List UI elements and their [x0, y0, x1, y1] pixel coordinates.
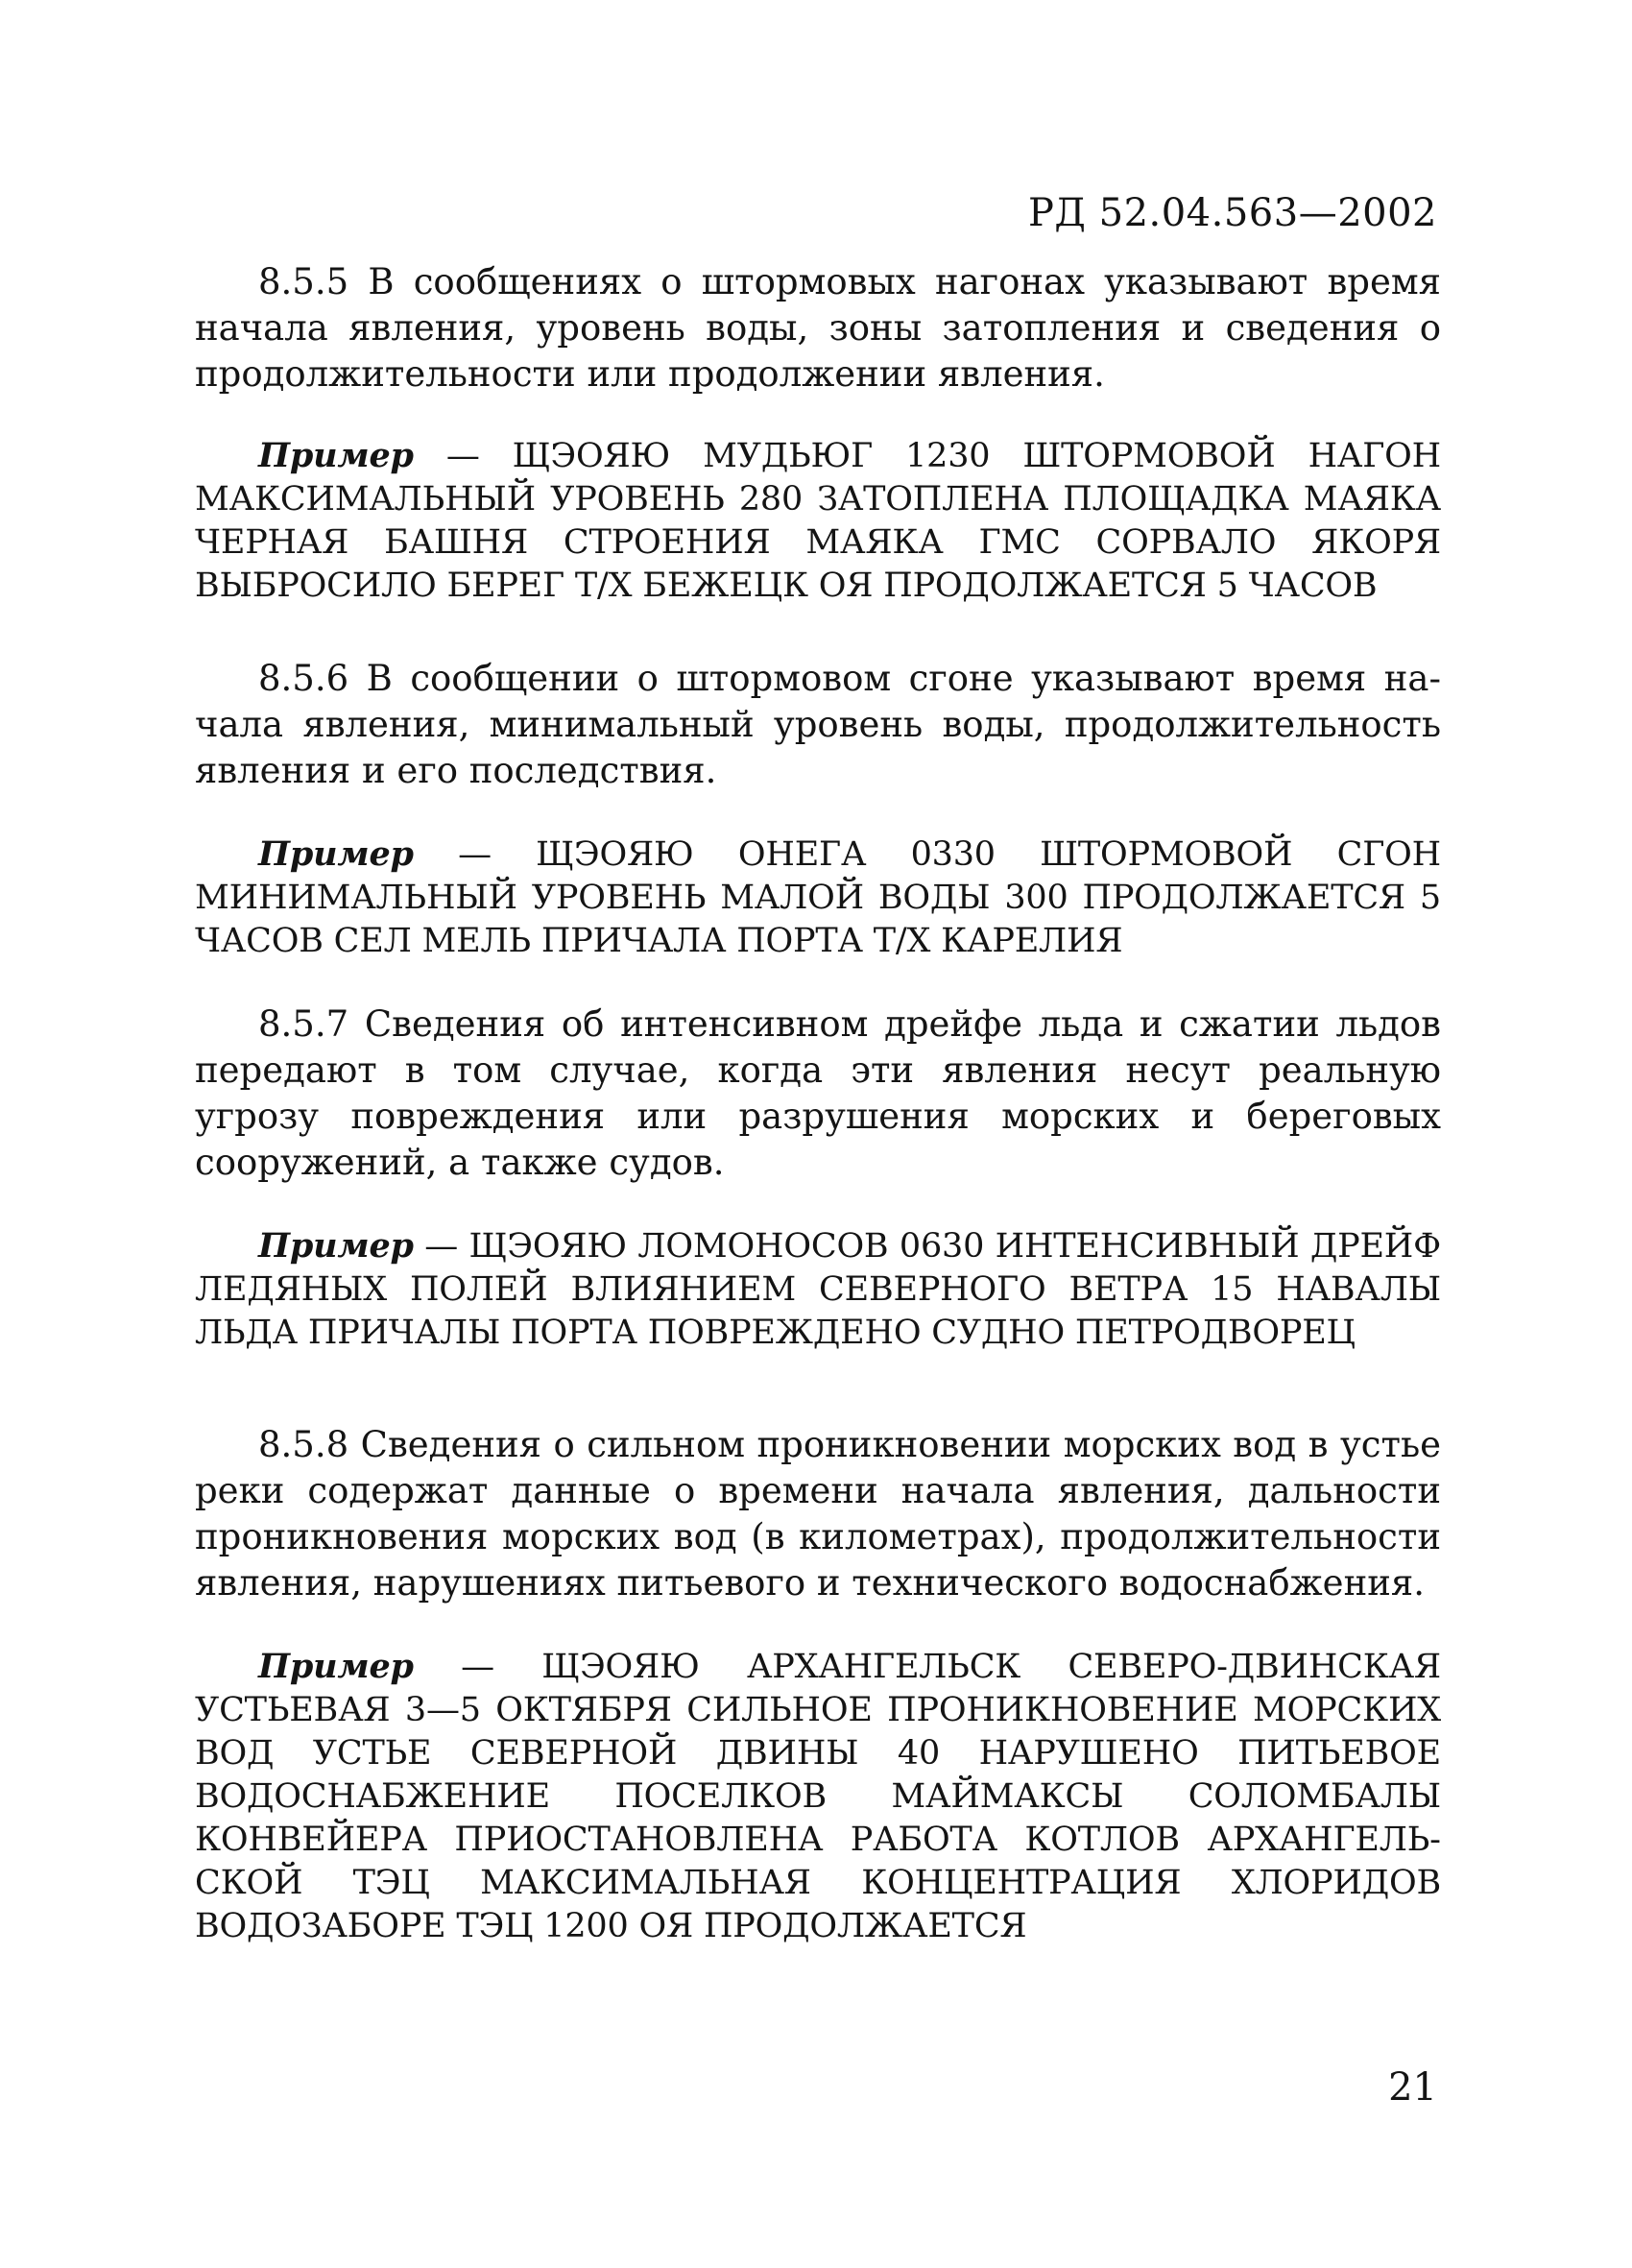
- example-label: Пример: [258, 834, 414, 874]
- example-8-5-8: [195, 1645, 1441, 1948]
- example-label: Пример: [258, 1647, 414, 1686]
- paragraph-8-5-7: 8.5.7 Сведения об интенсивном дрейфе льда и сжатии льдов передают в том случае, когда эти явления несут реальную угрозу повреждения или разрушения морских и береговых сооружений, а также судов.: [195, 1003, 1441, 1183]
- example-text: — ЩЭОЯЮ ОНЕГА 0330 ШТОРМОВОЙ СГОН МИНИМАЛЬНЫЙ УРОВЕНЬ МАЛОЙ ВОДЫ 300 ПРОДОЛЖАЕТСЯ 5 ЧАСОВ СЕЛ МЕЛЬ ПРИЧАЛА ПОРТА Т/Х КАРЕЛИЯ: [195, 835, 1441, 960]
- paragraph-8-5-6: 8.5.6 В сообщении о штормовом сгоне указывают время начала явления, минимальный уровень воды, продолжительность явления и его последствия.: [195, 658, 1441, 791]
- page-number: 21: [1388, 2065, 1437, 2110]
- document-body: [195, 259, 1441, 1948]
- example-label: Пример: [258, 436, 414, 475]
- example-text: — ЩЭОЯЮ МУДЬЮГ 1230 ШТОРМОВОЙ НАГОН МАКСИМАЛЬНЫЙ УРОВЕНЬ 280 ЗАТОПЛЕНА ПЛОЩАДКА МАЯКА ЧЕРНАЯ БАШНЯ СТРОЕНИЯ МАЯКА ГМС СОРВАЛО ЯКОРЯ ВЫБРОСИЛО БЕРЕГ Т/Х БЕЖЕЦК ОЯ ПРОДОЛЖАЕТСЯ 5 ЧАСОВ: [195, 437, 1441, 605]
- example-8-5-6: [195, 832, 1441, 963]
- document-code-header: РД 52.04.563—2002: [1027, 191, 1437, 235]
- paragraph-8-5-8: 8.5.8 Сведения о сильном проникновении морских вод в устье реки содержат данные о времени начала явления, дальности проникновения морских вод (в километрах), продолжительности явления, нарушениях питьевого и технического водоснабжения.: [195, 1424, 1441, 1604]
- example-label: Пример: [258, 1226, 414, 1266]
- example-8-5-5: [195, 434, 1441, 608]
- example-8-5-7: [195, 1224, 1441, 1355]
- paragraph-8-5-5: 8.5.5 В сообщениях о штормовых нагонах указывают время начала явления, уровень воды, зоны затопления и сведения о продолжительности или продолжении явления.: [195, 261, 1441, 395]
- example-text: — ЩЭОЯЮ ЛОМОНОСОВ 0630 ИНТЕНСИВНЫЙ ДРЕЙФ ЛЕДЯНЫХ ПОЛЕЙ ВЛИЯНИЕМ СЕВЕРНОГО ВЕТРА 15 НАВАЛЫ ЛЬДА ПРИЧАЛЫ ПОРТА ПОВРЕЖДЕНО СУДНО ПЕТРОДВОРЕЦ: [195, 1227, 1441, 1352]
- example-text: — ЩЭОЯЮ АРХАНГЕЛЬСК СЕВЕРО-ДВИНСКАЯ УСТЬЕВАЯ 3—5 ОКТЯБРЯ СИЛЬНОЕ ПРОНИКНОВЕНИЕ МОРСКИХ ВОД УСТЬЕ СЕВЕРНОЙ ДВИНЫ 40 НАРУШЕНО ПИТЬЕВОЕ ВОДОСНАБЖЕНИЕ ПОСЕЛКОВ МАЙМАКСЫ СОЛОМБАЛЫ КОНВЕЙЕРА ПРИОСТАНОВЛЕНА РАБОТА КОТЛОВ АРХАНГЕЛЬСКОЙ ТЭЦ МАКСИМАЛЬНАЯ КОНЦЕНТРАЦИЯ ХЛОРИДОВ ВОДОЗАБОРЕ ТЭЦ 1200 ОЯ ПРОДОЛЖАЕТСЯ: [195, 1648, 1441, 1945]
